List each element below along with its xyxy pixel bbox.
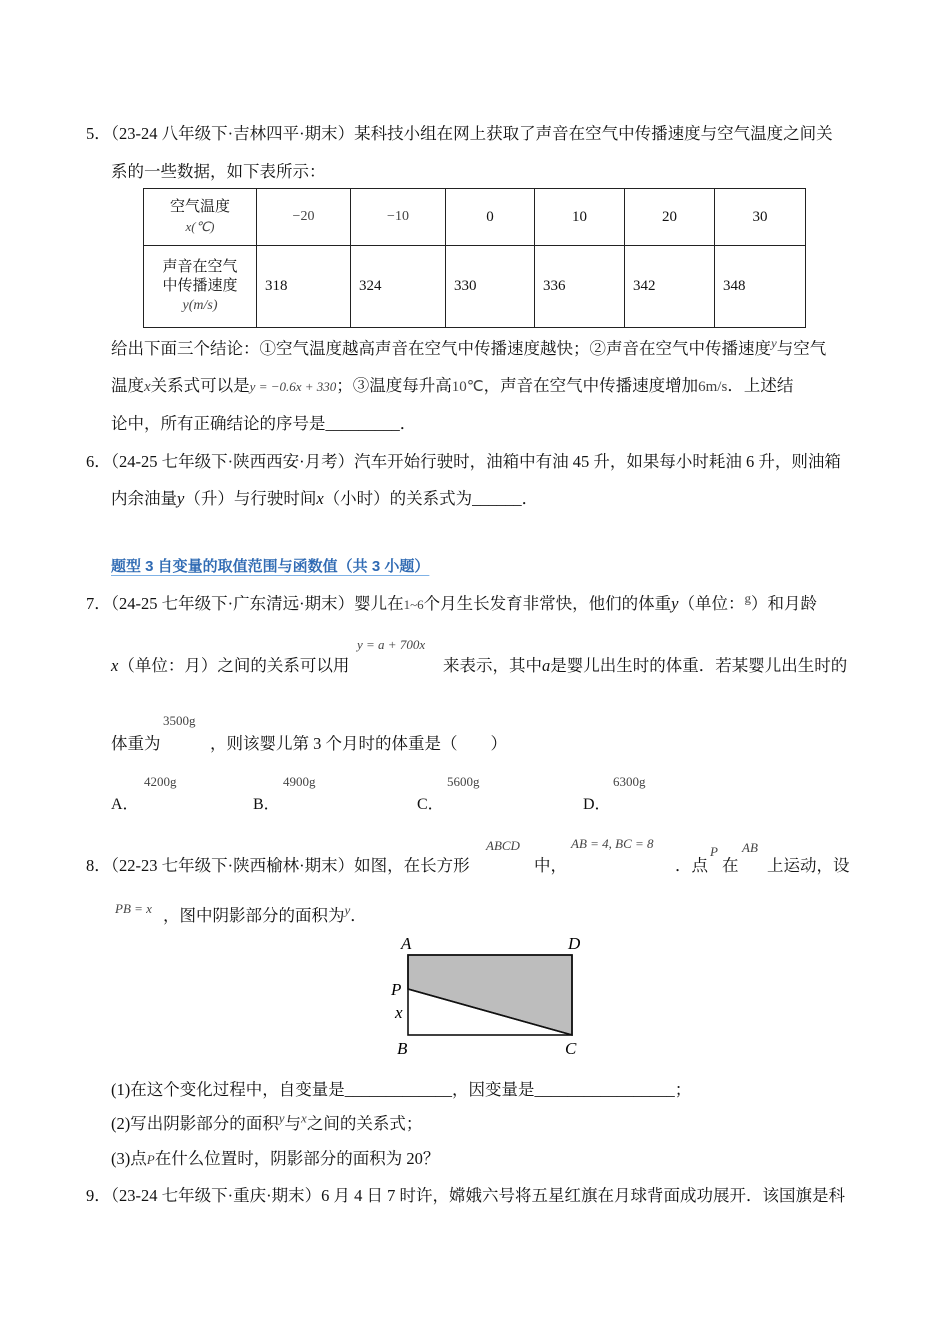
text: 婴儿在 [354,594,404,613]
unit: g [744,590,751,606]
table-cell: 20 [625,189,715,246]
table-cell: 336 [535,246,625,328]
q8-point-p: P [710,844,718,859]
text: 内余油量 [111,489,177,508]
q9-number: 9． [86,1186,111,1205]
q7-number: 7． [86,594,111,613]
text: ． [350,906,367,925]
var-y: y [344,902,351,918]
text: ，图中阴影部分的面积为 [163,906,345,925]
table-cell: 330 [446,246,535,328]
var-x: x [144,379,151,395]
option-c-label[interactable]: C． [417,796,444,813]
option-a-label[interactable]: A． [111,796,139,813]
var-a: a [542,656,551,675]
q8-line1-e: 上运动，设 [767,856,850,875]
label-d: D [568,934,581,953]
text: 在什么位置时，阴影部分的面积为 20？ [154,1149,440,1168]
q8-part3 [111,1145,439,1169]
q5-text1: 某科技小组在网上获取了声音在空气中传播速度与空气温度之间关 [354,124,833,143]
q9-line1 [86,1182,845,1206]
q8-line1-b: 中， [534,856,567,875]
q5-conclusion-end: 与空气 [776,339,827,358]
text: （升）与行驶时间 [184,489,317,508]
q5-conclusion-text: 给出下面三个结论：①空气温度越高声音在空气中传播速度越快；②声音在空气中传播速度 [111,339,771,358]
q7-formula: y = a + 700x [357,637,426,652]
temp-value: 10℃ [451,379,484,395]
q7-line3-cont: ，则该婴儿第 3 个月时的体重是（ ） [210,734,507,753]
shaded-region [408,955,572,1035]
q7-line2-cont [443,652,847,676]
q7-line2 [111,652,349,676]
label-x: x [395,1003,403,1022]
q9-source: （23-24 七年级下·重庆·期末） [110,1186,322,1205]
text: 之间的关系式； [306,1114,423,1133]
formula: y = −0.6x + 330 [249,379,337,394]
table-header-speed [144,246,257,328]
table-cell: 324 [351,246,446,328]
table-cell: 0 [446,189,535,246]
label-a: A [401,934,412,953]
table-cell: −20 [257,189,351,246]
q8-part2 [111,1110,422,1134]
q8-line1-d: 在 [722,856,739,875]
q8-part1: (1)在这个变化过程中，自变量是_____________，因变量是_________________； [111,1080,692,1099]
q7-line1 [86,590,817,614]
q8-rect-name: ABCD [486,838,520,853]
speed-label-b: 中传播速度 [162,278,238,294]
q5-line1 [86,120,833,144]
text: （小时）的关系式为______． [323,489,539,508]
option-d-value: 6300g [613,774,646,789]
text: (2)写出阴影部分的面积 [111,1114,279,1133]
option-b-label[interactable]: B． [253,796,280,813]
q8-segment-ab: AB [742,840,758,855]
speed-value: 6m/s [698,379,728,395]
section-title: 题型 3 自变量的取值范围与函数值（共 3 小题） [111,558,430,575]
var-x: x [111,656,119,675]
var-x: x [301,1110,307,1126]
text: 温度 [111,376,144,395]
speed-label-a: 声音在空气 [162,259,238,275]
q6-number: 6． [86,452,111,471]
range-start: 1 [403,597,411,612]
text: ；③温度每升高 [336,376,452,395]
text: 个月生长发育非常快，他们的体重 [423,594,672,613]
var-x: x [316,489,324,508]
text: 是婴儿出生时的体重．若某婴儿出生时的 [550,656,848,675]
q8-number: 8． [86,856,111,875]
table-cell: −10 [351,189,446,246]
q8-pbx: PB = x [115,901,152,916]
q7-source: （24-25 七年级下·广东清远·期末） [110,594,355,613]
q8-line1-c: ．点 [675,856,708,875]
text: ，声音在空气中传播速度增加 [483,376,699,395]
var-y: y [671,594,679,613]
speed-unit: y(m/s) [182,298,218,313]
q9-text: 6 月 4 日 7 时许，嫦娥六号将五星红旗在月球背面成功展开．该国旗是科 [321,1186,845,1205]
q8-source: （22-23 七年级下·陕西榆林·期末） [110,856,355,875]
text: 关系式可以是 [150,376,250,395]
table-cell: 318 [257,246,351,328]
q5-conclusion-line2 [111,372,793,396]
text: （单位：月）之间的关系可以用 [118,656,350,675]
q5-conclusion-line1 [111,335,826,359]
q6-source: （24-25 七年级下·陕西西安·月考） [110,452,355,471]
q5-data-table [143,188,806,328]
label-c: C [565,1039,577,1058]
label-p: P [391,980,402,999]
var-y: y [771,335,777,351]
option-d-label[interactable]: D． [583,796,611,813]
q8-line2 [163,902,367,926]
q5-line2: 系的一些数据，如下表所示： [111,162,326,181]
text: 来表示，其中 [443,656,542,675]
q7-weight: 3500g [163,713,196,728]
text: (3)点 [111,1149,147,1168]
option-a-value: 4200g [144,774,177,789]
range-sep: ~ [410,597,418,612]
text: 如图，在长方形 [354,856,470,875]
q6-text1: 汽车开始行驶时，油箱中有油 45 升，如果每小时耗油 6 升，则油箱 [354,452,841,471]
var-p: P [146,1152,155,1167]
table-cell: 342 [625,246,715,328]
q8-dims: AB = 4, BC = 8 [571,836,654,851]
option-c-value: 5600g [447,774,480,789]
q8-line1-a [86,852,470,876]
table-row-speed [144,246,806,328]
table-cell: 30 [715,189,806,246]
option-b-value: 4900g [283,774,316,789]
q6-line1 [86,448,841,472]
text: ）和月龄 [750,594,817,613]
table-cell: 10 [535,189,625,246]
q5-source: （23-24 八年级下·吉林四平·期末） [110,124,355,143]
q6-line2 [111,485,538,509]
table-row-temperature [144,189,806,246]
var-y: y [278,1110,285,1126]
text: ．上述结 [727,376,794,395]
table-cell: 348 [715,246,806,328]
text: 与 [284,1114,302,1133]
q7-line3: 体重为 [111,734,161,753]
table-header-temperature [144,189,257,246]
temperature-unit: x(℃) [185,219,215,234]
temperature-label: 空气温度 [169,199,230,215]
q5-conclusion-line3: 论中，所有正确结论的序号是_________． [111,414,417,433]
text: （单位： [678,594,745,613]
q5-number: 5． [86,124,111,143]
range-end: 6 [417,597,424,612]
rectangle-figure [385,926,595,1062]
var-y: y [177,489,185,508]
label-b: B [397,1039,408,1058]
